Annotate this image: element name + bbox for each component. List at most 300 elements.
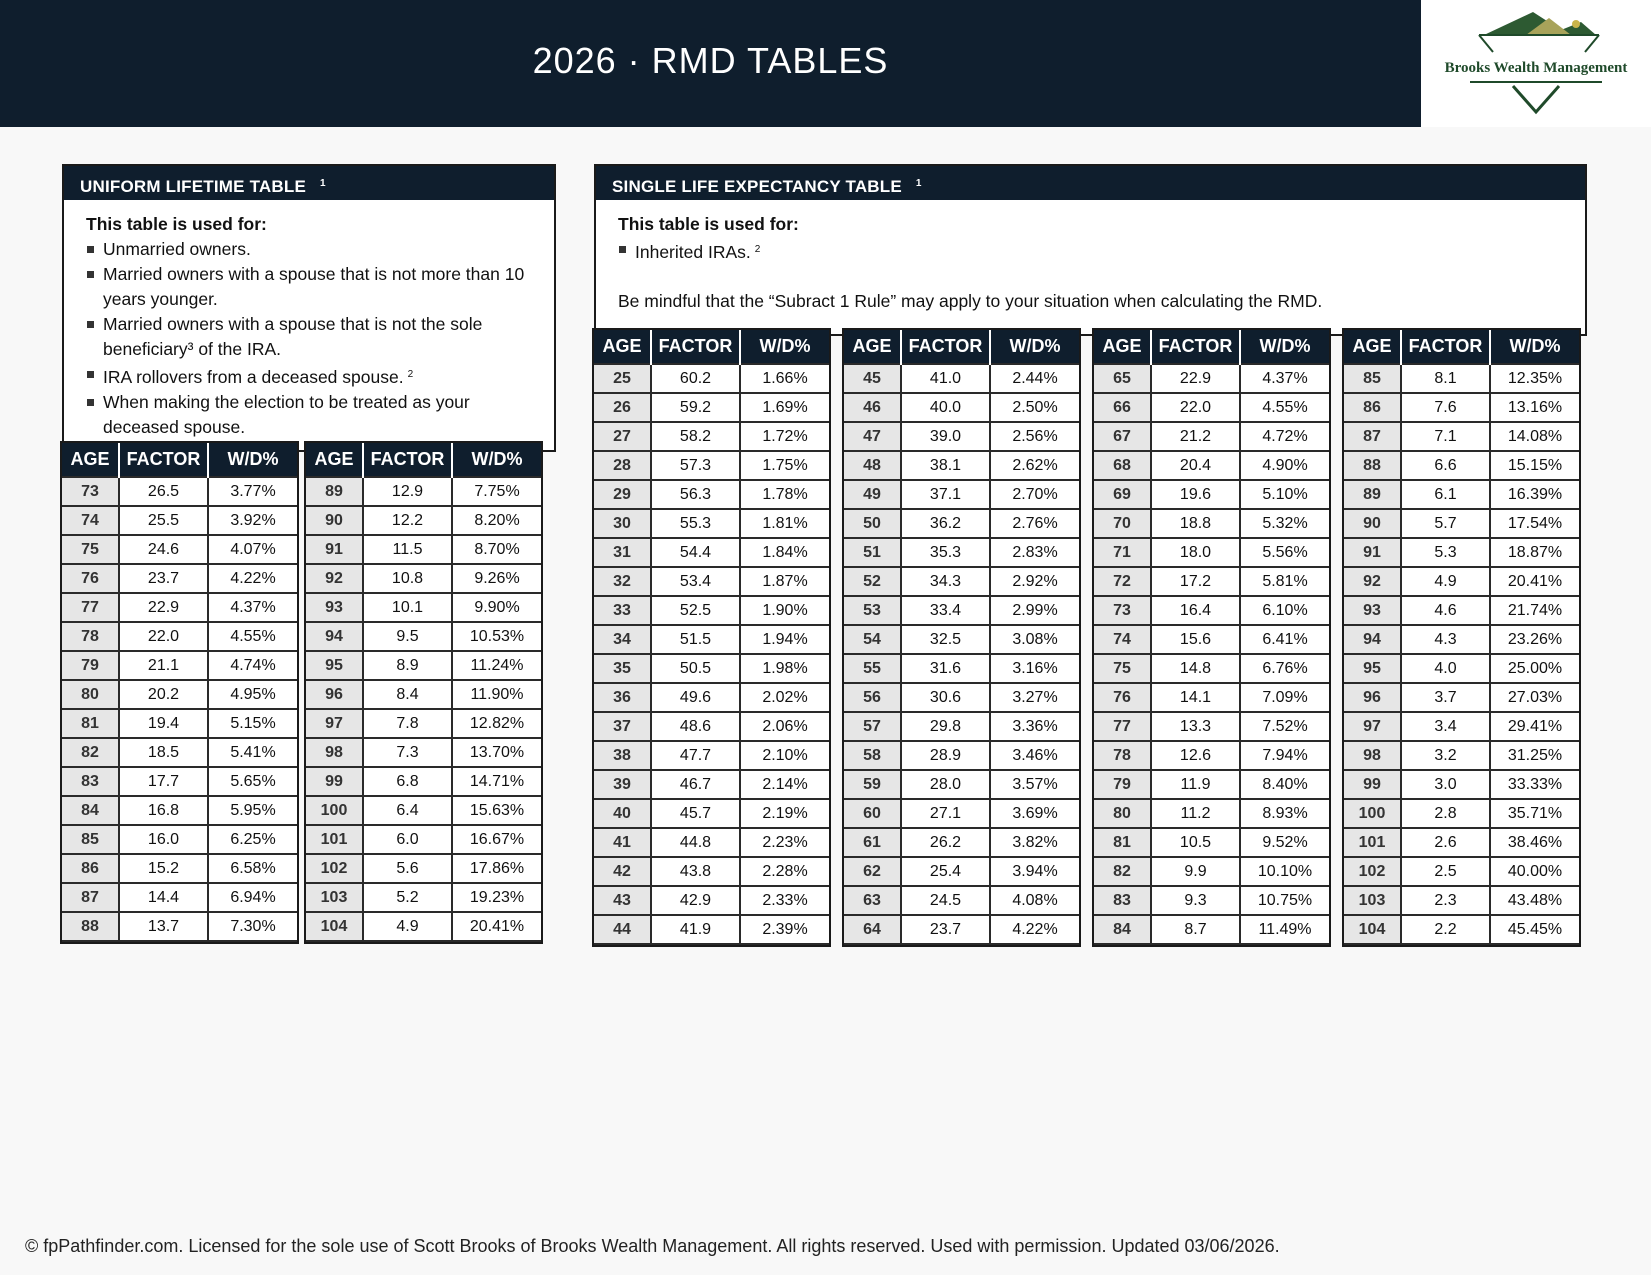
withdrawal-percent-cell: 3.77% [208,477,297,506]
age-cell: 88 [62,912,119,941]
table-row [844,741,1079,770]
factor-cell: 9.9 [1151,857,1240,886]
table-row [1344,770,1579,799]
factor-cell: 21.1 [119,651,208,680]
single-used-for: This table is used for: [618,214,799,234]
table-row [1344,857,1579,886]
column-header: AGE [1344,330,1401,364]
table-row [594,915,829,944]
withdrawal-percent-cell: 2.06% [740,712,829,741]
factor-cell: 18.8 [1151,509,1240,538]
withdrawal-percent-cell: 6.41% [1240,625,1329,654]
factor-cell: 19.6 [1151,480,1240,509]
withdrawal-percent-cell: 45.45% [1490,915,1579,944]
age-cell: 80 [1094,799,1151,828]
age-cell: 36 [594,683,651,712]
withdrawal-percent-cell: 4.08% [990,886,1079,915]
table-row [1094,915,1329,944]
copyright-footer: © fpPathfinder.com. Licensed for the sole use of Scott Brooks of Brooks Wealth Management. All rights reserved. Used with permission. Updated 03/06/2026. [25,1236,1280,1256]
age-cell: 85 [1344,364,1401,393]
age-cell: 54 [844,625,901,654]
factor-cell: 30.6 [901,683,990,712]
subtract-one-note: Be mindful that the “Subract 1 Rule” may apply to your situation when calculating the RMD. [618,291,1323,311]
withdrawal-percent-cell: 7.30% [208,912,297,941]
withdrawal-percent-cell: 5.95% [208,796,297,825]
age-cell: 94 [306,622,363,651]
age-cell: 78 [62,622,119,651]
table-row [1344,712,1579,741]
age-cell: 102 [306,854,363,883]
withdrawal-percent-cell: 4.37% [208,593,297,622]
factor-cell: 24.5 [901,886,990,915]
age-cell: 44 [594,915,651,944]
table-row [1344,509,1579,538]
factor-cell: 47.7 [651,741,740,770]
age-cell: 65 [1094,364,1151,393]
table-row [844,683,1079,712]
table-row [1094,712,1329,741]
factor-cell: 6.6 [1401,451,1490,480]
table-row [62,854,297,883]
withdrawal-percent-cell: 2.92% [990,567,1079,596]
table-row [1094,625,1329,654]
factor-cell: 35.3 [901,538,990,567]
age-cell: 83 [1094,886,1151,915]
age-cell: 103 [1344,886,1401,915]
age-cell: 74 [62,506,119,535]
table-row [1344,683,1579,712]
factor-cell: 8.7 [1151,915,1240,944]
factor-cell: 5.3 [1401,538,1490,567]
age-cell: 82 [62,738,119,767]
withdrawal-percent-cell: 29.41% [1490,712,1579,741]
single-life-panel [594,164,1587,336]
single-description [596,200,1585,314]
factor-cell: 44.8 [651,828,740,857]
withdrawal-percent-cell: 2.44% [990,364,1079,393]
withdrawal-percent-cell: 3.69% [990,799,1079,828]
table-row [1344,915,1579,944]
age-cell: 27 [594,422,651,451]
factor-cell: 34.3 [901,567,990,596]
age-cell: 56 [844,683,901,712]
age-cell: 76 [62,564,119,593]
factor-cell: 28.0 [901,770,990,799]
withdrawal-percent-cell: 4.07% [208,535,297,564]
table-row [62,767,297,796]
age-cell: 90 [306,506,363,535]
table-row [844,770,1079,799]
withdrawal-percent-cell: 5.65% [208,767,297,796]
factor-cell: 7.3 [363,738,452,767]
age-cell: 72 [1094,567,1151,596]
table-row [1344,364,1579,393]
factor-cell: 3.7 [1401,683,1490,712]
column-header: FACTOR [1151,330,1240,364]
single-table-2 [844,330,1079,945]
table-row [844,625,1079,654]
table-row [62,477,297,506]
column-header: AGE [1094,330,1151,364]
table-row [306,651,541,680]
uniform-table-2 [306,443,541,942]
factor-cell: 7.1 [1401,422,1490,451]
withdrawal-percent-cell: 11.90% [452,680,541,709]
withdrawal-percent-cell: 1.72% [740,422,829,451]
uniform-panel-title: UNIFORM LIFETIME TABLE [80,177,307,196]
withdrawal-percent-cell: 11.49% [1240,915,1329,944]
table-row [1094,480,1329,509]
column-header: W/D% [990,330,1079,364]
factor-cell: 22.0 [1151,393,1240,422]
age-cell: 32 [594,567,651,596]
age-cell: 31 [594,538,651,567]
withdrawal-percent-cell: 8.40% [1240,770,1329,799]
withdrawal-percent-cell: 40.00% [1490,857,1579,886]
table-row [844,712,1079,741]
table-row [306,593,541,622]
table-row [1344,654,1579,683]
table-row [62,738,297,767]
factor-cell: 22.9 [119,593,208,622]
table-row [844,393,1079,422]
factor-cell: 6.1 [1401,480,1490,509]
factor-cell: 48.6 [651,712,740,741]
table-row [1344,451,1579,480]
withdrawal-percent-cell: 4.95% [208,680,297,709]
age-cell: 89 [1344,480,1401,509]
withdrawal-percent-cell: 2.10% [740,741,829,770]
single-table-4 [1344,330,1579,945]
factor-cell: 32.5 [901,625,990,654]
uniform-bullet-text: Unmarried owners. [103,239,251,259]
factor-cell: 24.6 [119,535,208,564]
table-row [1344,422,1579,451]
factor-cell: 18.5 [119,738,208,767]
table-row [594,625,829,654]
single-table-1 [594,330,829,945]
withdrawal-percent-cell: 25.00% [1490,654,1579,683]
factor-cell: 27.1 [901,799,990,828]
age-cell: 25 [594,364,651,393]
age-cell: 79 [1094,770,1151,799]
withdrawal-percent-cell: 2.62% [990,451,1079,480]
uniform-bullet-footnote: 2 [407,369,414,380]
withdrawal-percent-cell: 7.75% [452,477,541,506]
uniform-bullet-list [86,237,532,440]
age-cell: 92 [306,564,363,593]
factor-cell: 19.4 [119,709,208,738]
table-row [62,651,297,680]
age-cell: 76 [1094,683,1151,712]
table-row [1094,654,1329,683]
factor-cell: 12.9 [363,477,452,506]
age-cell: 68 [1094,451,1151,480]
age-cell: 53 [844,596,901,625]
table-row [844,857,1079,886]
factor-cell: 10.5 [1151,828,1240,857]
column-header: AGE [306,443,363,477]
factor-cell: 4.0 [1401,654,1490,683]
factor-cell: 3.2 [1401,741,1490,770]
uniform-bullet-text: When making the election to be treated as your deceased spouse. [103,392,470,437]
factor-cell: 38.1 [901,451,990,480]
withdrawal-percent-cell: 17.54% [1490,509,1579,538]
factor-cell: 28.9 [901,741,990,770]
age-cell: 81 [62,709,119,738]
age-cell: 63 [844,886,901,915]
factor-cell: 11.5 [363,535,452,564]
table-row [62,825,297,854]
age-cell: 38 [594,741,651,770]
factor-cell: 2.8 [1401,799,1490,828]
table-row [1344,567,1579,596]
withdrawal-percent-cell: 12.82% [452,709,541,738]
column-header: FACTOR [119,443,208,477]
withdrawal-percent-cell: 1.87% [740,567,829,596]
single-panel-header [596,166,1585,200]
column-header: AGE [844,330,901,364]
factor-cell: 5.2 [363,883,452,912]
withdrawal-percent-cell: 6.58% [208,854,297,883]
table-row [844,509,1079,538]
withdrawal-percent-cell: 7.94% [1240,741,1329,770]
factor-cell: 10.8 [363,564,452,593]
withdrawal-percent-cell: 2.02% [740,683,829,712]
withdrawal-percent-cell: 9.26% [452,564,541,593]
factor-cell: 20.4 [1151,451,1240,480]
withdrawal-percent-cell: 8.70% [452,535,541,564]
column-header: AGE [62,443,119,477]
age-cell: 78 [1094,741,1151,770]
age-cell: 39 [594,770,651,799]
uniform-table-1 [62,443,297,942]
age-cell: 84 [1094,915,1151,944]
uniform-bullet-item [86,237,532,262]
withdrawal-percent-cell: 6.25% [208,825,297,854]
factor-cell: 11.9 [1151,770,1240,799]
uniform-used-for: This table is used for: [86,214,267,234]
age-cell: 97 [1344,712,1401,741]
table-row [1094,741,1329,770]
withdrawal-percent-cell: 20.41% [452,912,541,941]
table-row [594,712,829,741]
withdrawal-percent-cell: 3.94% [990,857,1079,886]
age-cell: 87 [62,883,119,912]
table-row [844,480,1079,509]
factor-cell: 36.2 [901,509,990,538]
table-row [1094,828,1329,857]
age-cell: 50 [844,509,901,538]
table-row [306,738,541,767]
table-row [62,622,297,651]
factor-cell: 58.2 [651,422,740,451]
age-cell: 79 [62,651,119,680]
age-cell: 77 [62,593,119,622]
age-cell: 62 [844,857,901,886]
age-cell: 84 [62,796,119,825]
table-row [594,770,829,799]
table-row [1094,857,1329,886]
withdrawal-percent-cell: 4.55% [1240,393,1329,422]
withdrawal-percent-cell: 2.76% [990,509,1079,538]
age-cell: 100 [1344,799,1401,828]
age-cell: 96 [306,680,363,709]
age-cell: 95 [1344,654,1401,683]
uniform-bullet-item [86,262,532,312]
age-cell: 98 [1344,741,1401,770]
factor-cell: 40.0 [901,393,990,422]
withdrawal-percent-cell: 1.94% [740,625,829,654]
age-cell: 102 [1344,857,1401,886]
column-header: FACTOR [1401,330,1490,364]
logo-text: Brooks Wealth Management [1444,60,1628,76]
age-cell: 86 [1344,393,1401,422]
factor-cell: 5.7 [1401,509,1490,538]
withdrawal-percent-cell: 6.94% [208,883,297,912]
factor-cell: 9.3 [1151,886,1240,915]
factor-cell: 31.6 [901,654,990,683]
withdrawal-percent-cell: 5.32% [1240,509,1329,538]
factor-cell: 20.2 [119,680,208,709]
withdrawal-percent-cell: 13.16% [1490,393,1579,422]
table-row [594,567,829,596]
age-cell: 91 [1344,538,1401,567]
withdrawal-percent-cell: 2.83% [990,538,1079,567]
uniform-lifetime-panel [62,164,556,452]
factor-cell: 50.5 [651,654,740,683]
withdrawal-percent-cell: 33.33% [1490,770,1579,799]
age-cell: 80 [62,680,119,709]
withdrawal-percent-cell: 2.28% [740,857,829,886]
table-row [594,886,829,915]
age-cell: 70 [1094,509,1151,538]
withdrawal-percent-cell: 17.86% [452,854,541,883]
factor-cell: 16.8 [119,796,208,825]
table-row [306,477,541,506]
table-row [1344,596,1579,625]
withdrawal-percent-cell: 21.74% [1490,596,1579,625]
table-row [594,596,829,625]
withdrawal-percent-cell: 3.46% [990,741,1079,770]
table-row [594,509,829,538]
table-row [1094,364,1329,393]
withdrawal-percent-cell: 18.87% [1490,538,1579,567]
table-row [1094,422,1329,451]
factor-cell: 8.4 [363,680,452,709]
age-cell: 93 [306,593,363,622]
factor-cell: 60.2 [651,364,740,393]
factor-cell: 13.7 [119,912,208,941]
factor-cell: 41.9 [651,915,740,944]
withdrawal-percent-cell: 15.15% [1490,451,1579,480]
factor-cell: 14.8 [1151,654,1240,683]
age-cell: 26 [594,393,651,422]
age-cell: 90 [1344,509,1401,538]
withdrawal-percent-cell: 6.10% [1240,596,1329,625]
age-cell: 100 [306,796,363,825]
table-row [594,857,829,886]
age-cell: 73 [62,477,119,506]
single-bullet-list [618,237,1563,265]
age-cell: 104 [1344,915,1401,944]
age-cell: 55 [844,654,901,683]
single-panel-title: SINGLE LIFE EXPECTANCY TABLE [612,177,902,196]
table-row [594,828,829,857]
factor-cell: 41.0 [901,364,990,393]
factor-cell: 46.7 [651,770,740,799]
table-row [1094,799,1329,828]
factor-cell: 22.9 [1151,364,1240,393]
factor-cell: 5.6 [363,854,452,883]
age-cell: 64 [844,915,901,944]
table-row [844,364,1079,393]
withdrawal-percent-cell: 3.16% [990,654,1079,683]
factor-cell: 26.2 [901,828,990,857]
factor-cell: 8.9 [363,651,452,680]
withdrawal-percent-cell: 4.74% [208,651,297,680]
table-row [844,654,1079,683]
table-row [306,854,541,883]
table-row [844,422,1079,451]
uniform-bullet-item [86,390,532,440]
withdrawal-percent-cell: 1.84% [740,538,829,567]
factor-cell: 54.4 [651,538,740,567]
column-header: W/D% [740,330,829,364]
age-cell: 82 [1094,857,1151,886]
factor-cell: 6.8 [363,767,452,796]
table-row [1094,451,1329,480]
table-row [1094,393,1329,422]
withdrawal-percent-cell: 15.63% [452,796,541,825]
age-cell: 43 [594,886,651,915]
table-row [306,535,541,564]
factor-cell: 21.2 [1151,422,1240,451]
age-cell: 74 [1094,625,1151,654]
table-row [62,680,297,709]
factor-cell: 39.0 [901,422,990,451]
factor-cell: 14.1 [1151,683,1240,712]
withdrawal-percent-cell: 5.56% [1240,538,1329,567]
withdrawal-percent-cell: 3.08% [990,625,1079,654]
factor-cell: 57.3 [651,451,740,480]
table-row [1094,538,1329,567]
table-row [306,825,541,854]
table-row [844,538,1079,567]
age-cell: 85 [62,825,119,854]
withdrawal-percent-cell: 23.26% [1490,625,1579,654]
age-cell: 40 [594,799,651,828]
factor-cell: 23.7 [119,564,208,593]
single-bullet-text: Inherited IRAs. [635,242,751,262]
table-row [62,506,297,535]
table-row [62,709,297,738]
withdrawal-percent-cell: 16.67% [452,825,541,854]
withdrawal-percent-cell: 8.20% [452,506,541,535]
uniform-bullet-item [86,312,532,362]
age-cell: 41 [594,828,651,857]
factor-cell: 51.5 [651,625,740,654]
age-cell: 34 [594,625,651,654]
column-header: W/D% [1240,330,1329,364]
table-row [1094,683,1329,712]
table-row [62,535,297,564]
withdrawal-percent-cell: 2.14% [740,770,829,799]
factor-cell: 4.9 [363,912,452,941]
table-row [844,828,1079,857]
withdrawal-percent-cell: 1.98% [740,654,829,683]
column-header: W/D% [452,443,541,477]
